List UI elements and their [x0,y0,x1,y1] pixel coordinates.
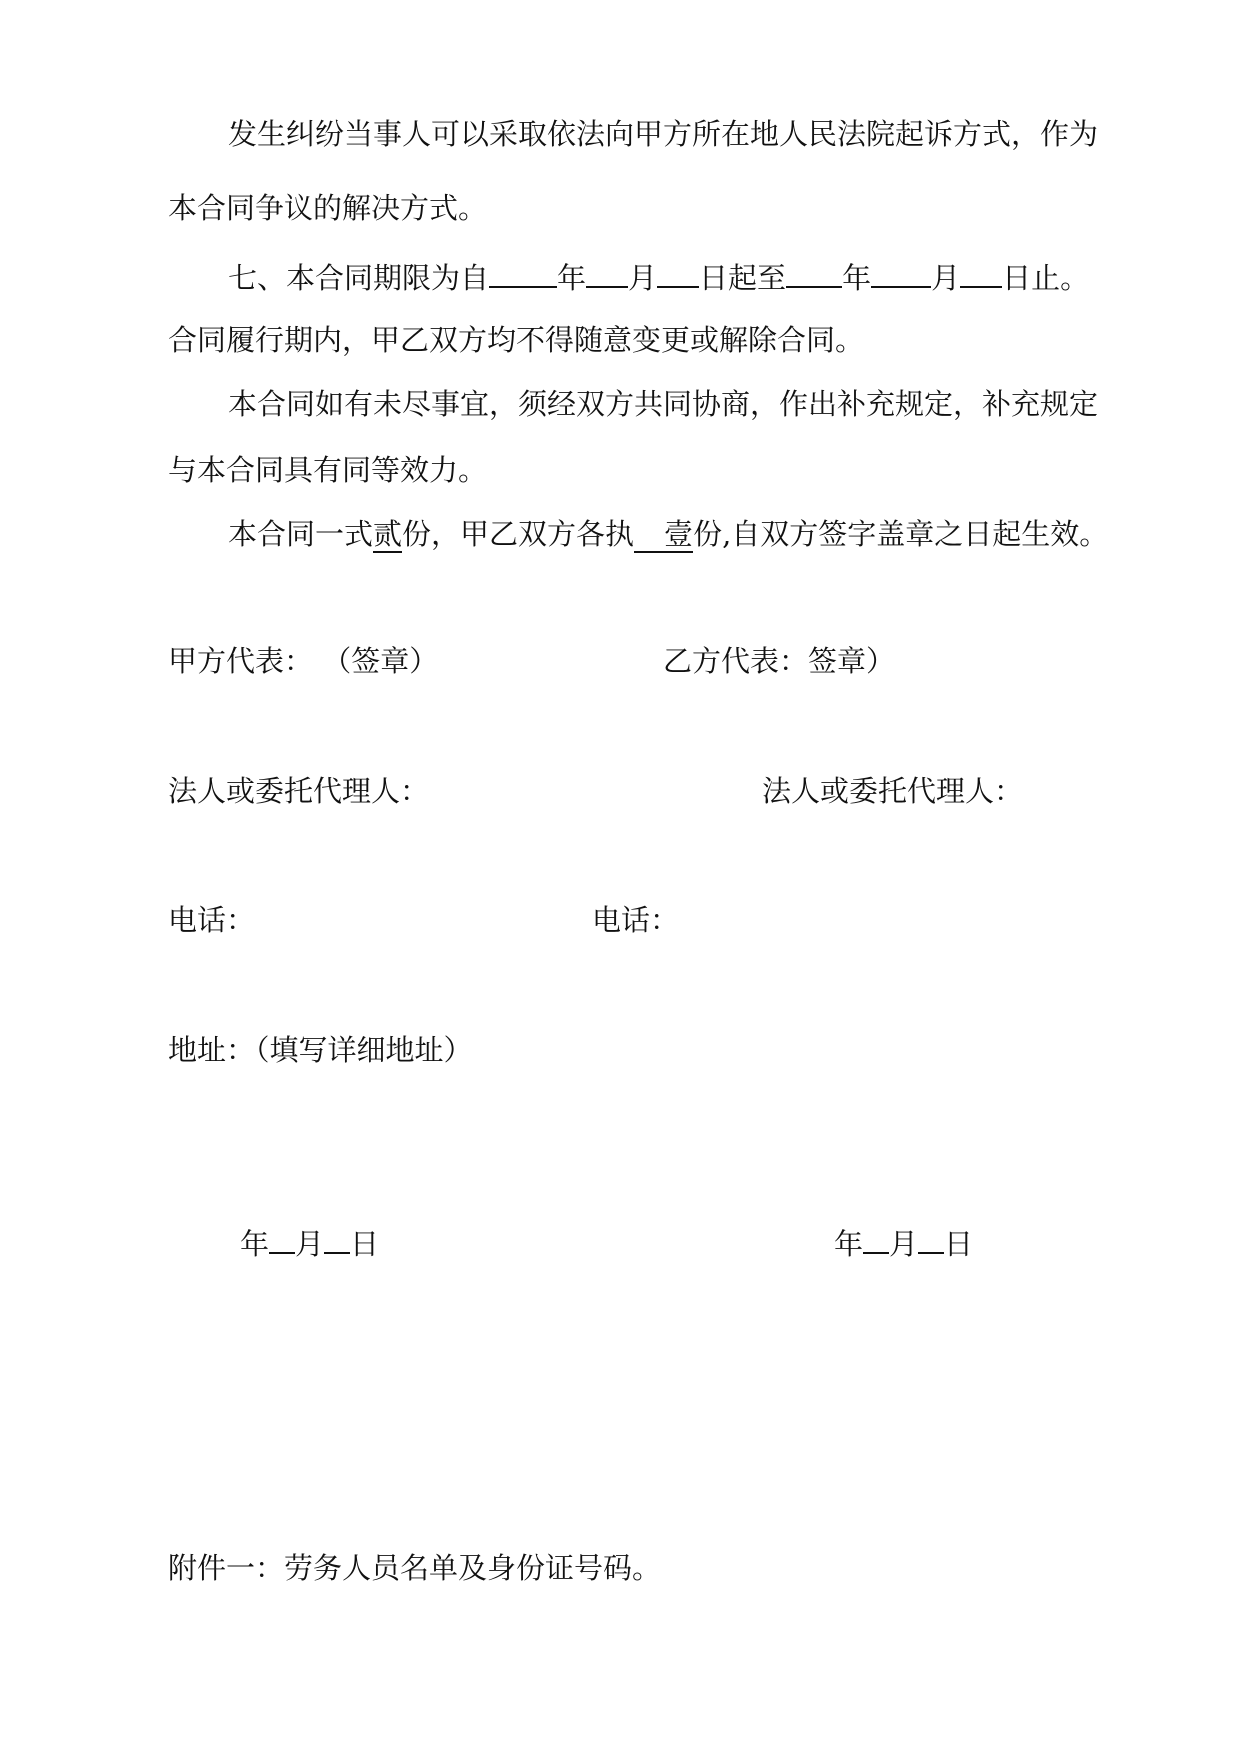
party-a-phone: 电话： [168,903,256,937]
copies-lead: 本合同一式 [228,517,374,551]
term-month-1: 月 [628,261,658,295]
date-b-month-blank [863,1224,889,1254]
copies-clause [228,516,1108,552]
end-month-blank [871,258,931,288]
date-a-day-blank [324,1224,350,1254]
term-day-1: 日起至 [699,261,787,295]
party-a-date [240,1224,379,1262]
end-year-blank [786,258,842,288]
date-b-day: 日 [944,1227,974,1261]
date-b-year: 年 [834,1227,864,1261]
term-clause-line-2: 合同履行期内，甲乙双方均不得随意变更或解除合同。 [168,323,865,357]
date-a-year: 年 [240,1227,270,1261]
party-b-representative: 乙方代表：签章） [663,644,896,678]
start-month-blank [586,258,628,288]
party-a-representative: 甲方代表： （签章） [168,644,439,678]
date-a-month-blank [269,1224,295,1254]
start-day-blank [657,258,699,288]
term-lead: 七、本合同期限为自 [228,261,490,295]
copies-end: 份,自双方签字盖章之日起生效。 [693,517,1109,551]
date-a-day: 日 [350,1227,380,1261]
term-month-2: 月 [931,261,961,295]
term-year-2: 年 [842,261,872,295]
party-b-agent: 法人或委托代理人： [762,774,1024,808]
date-b-month: 月 [889,1227,919,1261]
attachment-note: 附件一：劳务人员名单及身份证号码。 [168,1551,662,1585]
supplement-paragraph-line-2: 与本合同具有同等效力。 [168,453,488,487]
dispute-paragraph-line-2: 本合同争议的解决方式。 [168,191,488,225]
start-year-blank [489,258,557,288]
date-b-day-blank [918,1224,944,1254]
party-b-date [834,1224,973,1262]
date-a-month: 月 [295,1227,325,1261]
end-day-blank [960,258,1002,288]
term-year-1: 年 [557,261,587,295]
copies-each: 壹 [634,517,693,553]
dispute-paragraph-line-1: 发生纠纷当事人可以采取依法向甲方所在地人民法院起诉方式，作为 [228,117,1099,151]
copies-total: 贰 [373,517,403,551]
address-line: 地址：（填写详细地址） [168,1033,473,1067]
party-a-agent: 法人或委托代理人： [168,774,430,808]
term-clause-line-1 [228,258,1089,296]
party-b-phone: 电话： [592,903,680,937]
copies-mid: 份，甲乙双方各执 [402,517,635,551]
term-end: 日止。 [1002,261,1090,295]
supplement-paragraph-line-1: 本合同如有未尽事宜，须经双方共同协商，作出补充规定，补充规定 [228,387,1099,421]
